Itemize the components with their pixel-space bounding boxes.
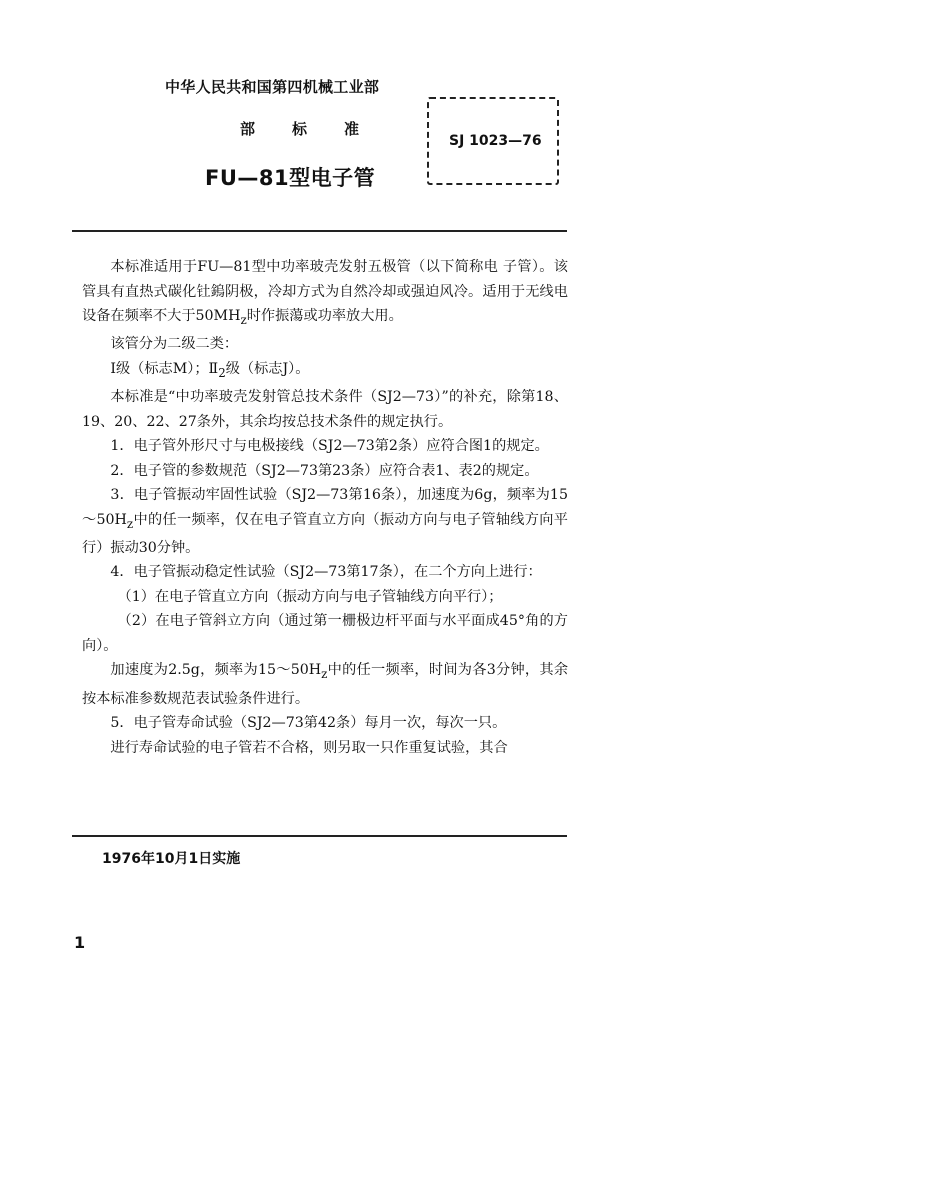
body-paragraph: （2）在电子管斜立方向（通过第一栅极边杆平面与水平面成45°角的方向）。 xyxy=(82,613,568,654)
standard-code-box xyxy=(427,97,559,185)
header-divider xyxy=(72,230,567,232)
body-paragraph: 该管分为二级二类： xyxy=(110,336,239,353)
standard-type-char: 标 xyxy=(292,120,308,138)
body-paragraph: 加速度为2.5g，频率为$15\sim 50H_z$中的任一频率，时间为各3分钟，其余按本标准参数规范表试验条件进行。 xyxy=(82,662,569,707)
body-paragraph: 2．电子管的参数规范（SJ2—73第23条）应符合表1、表2的规定。 xyxy=(110,462,539,479)
body-paragraph: 3．电子管振动牢固性试验（SJ2—73第16条），加速度为6g，频率为$15\sim 50H_z$中的任一频率，仅在电子管直立方向（振动方向与电子管轴线方向平行）振动30分钟。 xyxy=(82,487,568,556)
body-paragraph: 进行寿命试验的电子管若不合格，则另取一只作重复试验，其合 xyxy=(110,739,508,756)
body-paragraph: 本标准是“中功率玻壳发射管总技术条件（SJ2—73）”的补充，除第18、19、20、22、27条外，其余均按总技术条件的规定执行。 xyxy=(82,389,568,430)
body-paragraph: （1）在电子管直立方向（振动方向与电子管轴线方向平行）； xyxy=(117,588,503,605)
document-body xyxy=(82,255,568,760)
page-number: 1 xyxy=(74,933,86,952)
standard-type-char: 准 xyxy=(344,120,360,138)
body-paragraph: 1．电子管外形尺寸与电极接线（SJ2—73第2条）应符合图1的规定。 xyxy=(110,438,549,455)
footer-divider xyxy=(72,835,567,837)
document-title: FU—81型电子管 xyxy=(205,166,376,190)
standard-type-char: 部 xyxy=(240,120,256,138)
body-paragraph: 4．电子管振动稳定性试验（SJ2—73第17条），在二个方向上进行： xyxy=(110,564,542,581)
standard-type xyxy=(240,118,359,139)
ministry-name: 中华人民共和国第四机械工业部 xyxy=(165,78,380,96)
body-paragraph: 本标准适用于FU—81型中功率玻壳发射五极管（以下简称电 子管）。该管具有直热式碳化钍鎢阴极，冷却方式为自然冷却或强迫风冷。适用于无线电设备在频率不大于$50MH_z$时作振蕩或功率放大用。 xyxy=(82,259,568,327)
body-paragraph: Ⅰ级（标志M）；$Ⅱ_2$级（标志J）。 xyxy=(110,360,310,380)
body-paragraph: 5．电子管寿命试验（SJ2—73第42条）每月一次，每次一只。 xyxy=(110,715,507,732)
standard-code: SJ 1023—76 xyxy=(449,133,542,149)
effective-date: 1976年10月1日实施 xyxy=(102,851,241,867)
